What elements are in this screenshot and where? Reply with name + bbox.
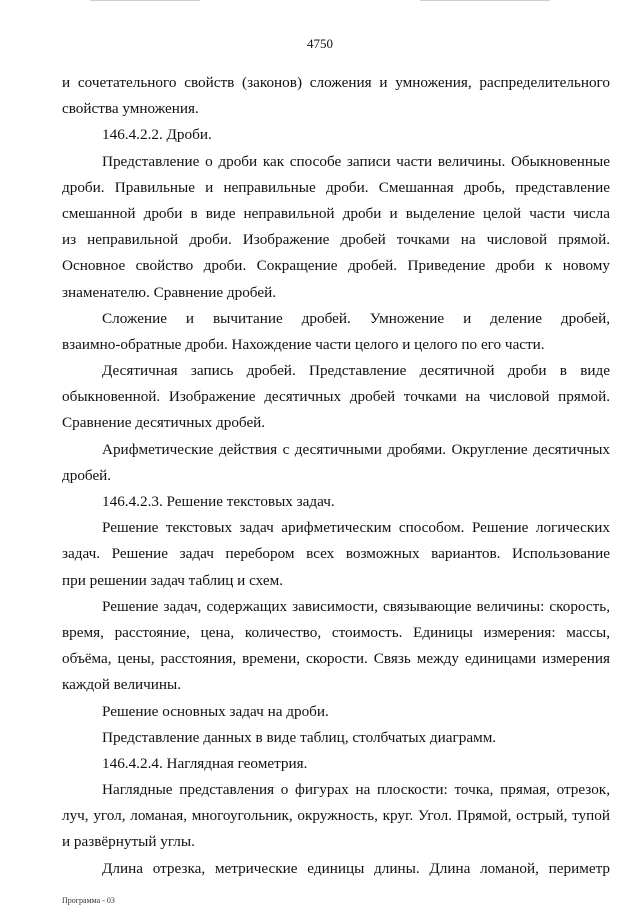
text-line: 146.4.2.3. Решение текстовых задач. [102,493,335,510]
text-line: 146.4.2.4. Наглядная геометрия. [102,754,308,772]
text-line: смешанной дроби в виде неправильной дроби и выделение целой части числа [62,204,610,222]
text-line: Решение задач, содержащих зависимости, связывающие величины: скорость, [102,597,610,615]
text-line: Решение текстовых задач арифметическим способом. Решение логических [102,519,610,537]
text-line: Сравнение десятичных дробей. [62,414,266,432]
document-body [62,70,610,882]
text-line: Десятичная запись дробей. Представление десятичной дроби в виде [102,362,610,380]
text-line: Решение основных задач на дроби. [102,702,329,720]
text-line: из неправильной дроби. Изображение дробей точками на числовой прямой. [62,231,610,249]
text-line: при решении задач таблиц и схем. [62,571,284,589]
footer-label: Программа - 03 [62,896,115,905]
text-line: взаимно-обратные дроби. Нахождение части целого и целого по его части. [62,335,545,353]
text-line: объёма, цены, расстояния, времени, скорости. Связь между единицами измерения [62,650,610,668]
scan-edge-mark [90,0,200,1]
text-line: Наглядные представления о фигурах на плоскости: точка, прямая, отрезок, [102,781,610,799]
page-number: 4750 [307,36,333,51]
text-line: Длина отрезка, метрические единицы длины. Длина ломаной, периметр [102,859,610,877]
text-line: дроби. Правильные и неправильные дроби. Смешанная дробь, представление [62,178,610,196]
text-line: Арифметические действия с десятичными дробями. Округление десятичных [102,440,610,458]
text-line: каждой величины. [62,676,182,694]
text-line: и сочетательного свойств (законов) сложения и умножения, распределительного [62,74,610,91]
text-line: Сложение и вычитание дробей. Умножение и деление дробей, [102,309,610,327]
text-line: луч, угол, ломаная, многоугольник, окружность, круг. Угол. Прямой, острый, тупой [62,807,610,825]
text-line: обыкновенной. Изображение десятичных дробей точками на числовой прямой. [62,388,610,406]
text-line: и развёрнутый углы. [62,833,195,851]
text-line: время, расстояние, цена, количество, стоимость. Единицы измерения: массы, [62,623,610,641]
text-line: свойства умножения. [62,100,199,118]
text-line: Представление о дроби как способе записи части величины. Обыкновенные [102,152,610,170]
scan-edge-mark [420,0,550,1]
text-line: 146.4.2.2. Дроби. [102,126,212,144]
text-line: Основное свойство дроби. Сокращение дробей. Приведение дроби к новому [62,257,610,275]
text-line: задач. Решение задач перебором всех возможных вариантов. Использование [62,545,610,563]
text-line: Представление данных в виде таблиц, столбчатых диаграмм. [102,728,497,746]
text-line: знаменателю. Сравнение дробей. [62,283,276,301]
text-line: дробей. [62,466,112,484]
